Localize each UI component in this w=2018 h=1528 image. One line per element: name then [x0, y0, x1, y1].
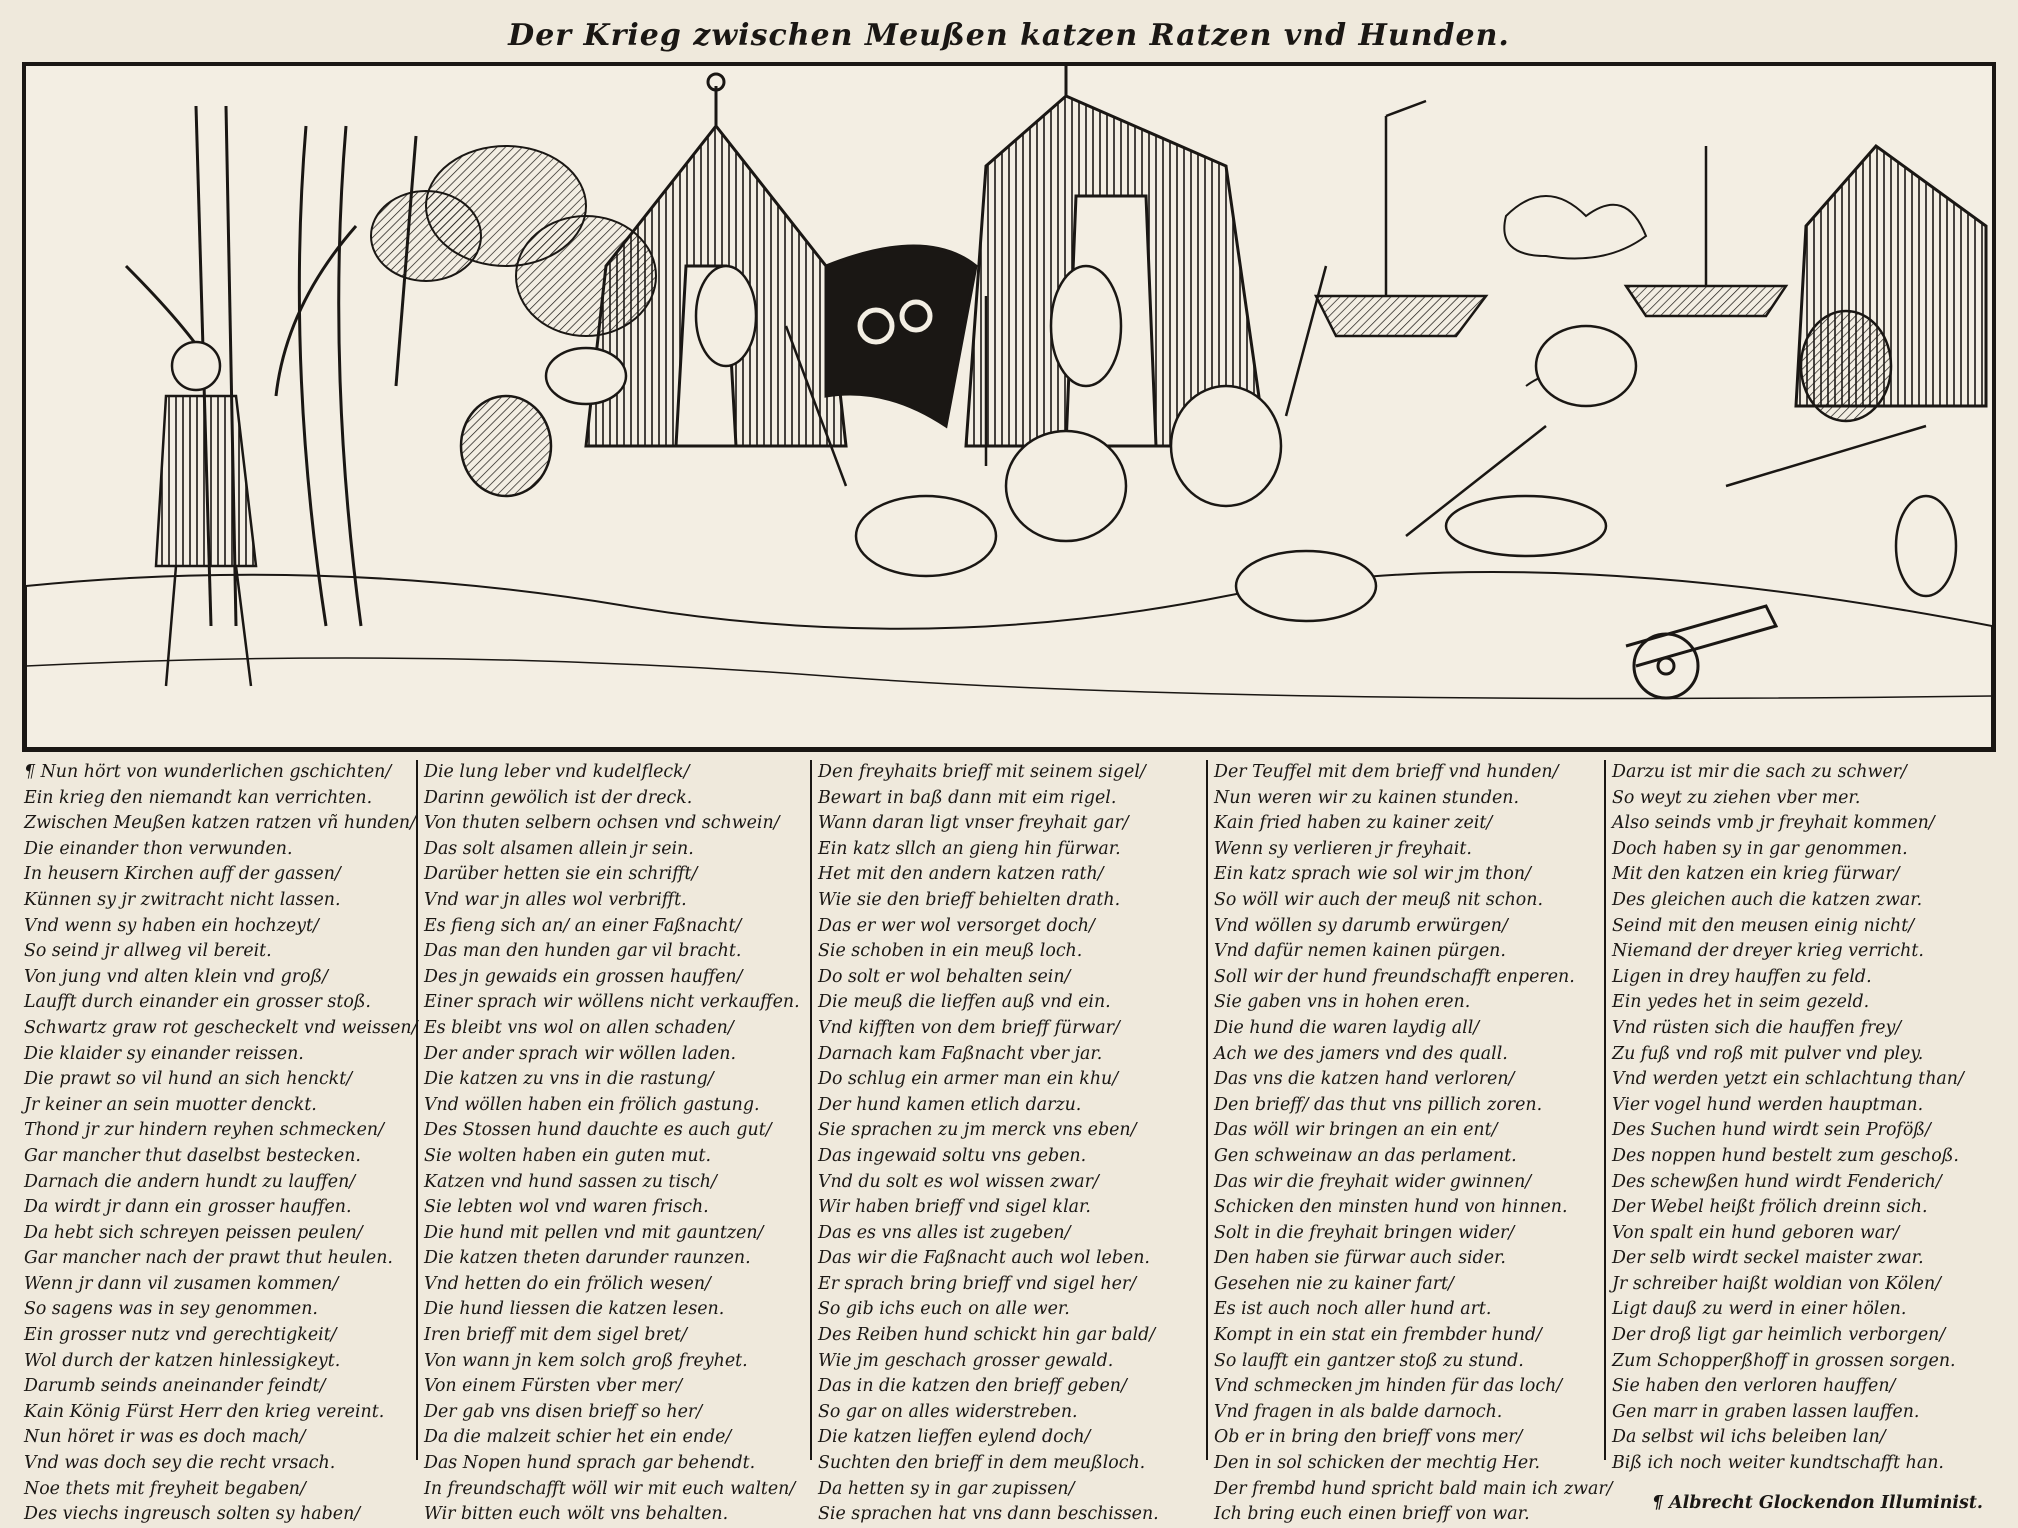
tent-left-icon: [586, 74, 846, 446]
poem-line: Vier vogel hund werden hauptman.: [1612, 1094, 1924, 1115]
poem-line: So laufft ein gantzer stoß zu stund.: [1214, 1350, 1524, 1371]
poem-line: Mit den katzen ein krieg fürwar/: [1612, 864, 1900, 885]
poem-line: Es bleibt vns wol on allen schaden/: [424, 1017, 734, 1038]
poem-line: Jr schreiber haißt woldian von Kölen/: [1612, 1273, 1942, 1294]
poem-line: Wie sie den brieff behielten drath.: [818, 889, 1121, 910]
poem-line: So weyt zu ziehen vber mer.: [1612, 787, 1861, 808]
poem-line: Die hund die waren laydig all/: [1214, 1017, 1480, 1038]
poem-column-4: [1206, 760, 1613, 1525]
poem-line: Von thuten selbern ochsen vnd schwein/: [424, 813, 780, 834]
poem-line: Des Stossen hund dauchte es auch gut/: [424, 1120, 772, 1141]
poem-line: Das in die katzen den brieff geben/: [818, 1376, 1127, 1397]
poem-line: Die klaider sy einander reissen.: [24, 1043, 304, 1064]
poem-line: Das wir die freyhait wider gwinnen/: [1214, 1171, 1532, 1192]
poem-line: Von wann jn kem solch groß freyhet.: [424, 1350, 748, 1371]
poem-line: Da hetten sy in gar zupissen/: [818, 1478, 1075, 1499]
poem-line: In freundschafft wöll wir mit euch walten/: [424, 1478, 796, 1499]
poem-line: Das wöll wir bringen an ein ent/: [1214, 1120, 1498, 1141]
poem-line: Der Teuffel mit dem brieff vnd hunden/: [1214, 762, 1559, 782]
poem-line: Noe thets mit freyheit begaben/: [24, 1478, 306, 1499]
poem-columns: [24, 760, 1994, 1525]
poem-line: Ligen in drey hauffen zu feld.: [1612, 966, 1872, 987]
poem-line: Die einander thon verwunden.: [24, 838, 293, 859]
poem-line: Doch haben sy in gar genommen.: [1612, 838, 1908, 859]
poem-column-3: [810, 760, 1200, 1525]
poem-line: Der selb wirdt seckel maister zwar.: [1612, 1248, 1924, 1269]
poem-line: Sie gaben vns in hohen eren.: [1214, 992, 1471, 1013]
ship-icon: [1316, 101, 1786, 336]
poem-line: Wie jm geschach grosser gewald.: [818, 1350, 1114, 1371]
poem-line: Die prawt so vil hund an sich henckt/: [24, 1069, 353, 1090]
poem-line: Der gab vns disen brieff so her/: [424, 1401, 703, 1422]
poem-line: Das solt alsamen allein jr sein.: [424, 838, 694, 859]
poem-line: Biß ich noch weiter kundtschafft han.: [1612, 1453, 1944, 1474]
poem-line: Vnd fragen in als balde darnoch.: [1214, 1401, 1503, 1422]
poem-line: Sie wolten haben ein guten mut.: [424, 1145, 712, 1166]
poem-line: Ein krieg den niemandt kan verrichten.: [24, 787, 373, 808]
poem-line: Vnd was doch sey die recht vrsach.: [24, 1453, 336, 1474]
poem-line: Vnd dafür nemen kainen pürgen.: [1214, 941, 1506, 962]
poem-line: Die hund mit pellen vnd mit gauntzen/: [424, 1222, 764, 1243]
poem-line: Sie lebten wol vnd waren frisch.: [424, 1197, 709, 1218]
poem-line: Gen marr in graben lassen lauffen.: [1612, 1401, 1920, 1422]
poem-line: Wir bitten euch wölt vns behalten.: [424, 1504, 729, 1525]
poem-line: Vnd schmecken jm hinden für das loch/: [1214, 1376, 1563, 1397]
poem-line: Der hund kamen etlich darzu.: [818, 1094, 1082, 1115]
poem-column-2: [416, 760, 802, 1525]
poem-line: Wenn jr dann vil zusamen kommen/: [24, 1273, 339, 1294]
poem-line: Darüber hetten sie ein schrifft/: [424, 864, 698, 885]
poem-line: Künnen sy jr zwitracht nicht lassen.: [24, 889, 341, 910]
poem-line: Nun weren wir zu kainen stunden.: [1214, 787, 1519, 808]
poem-line: Vnd rüsten sich die hauffen frey/: [1612, 1017, 1902, 1038]
poem-line: Darnach kam Faßnacht vber jar.: [818, 1043, 1103, 1064]
poem-line: Gesehen nie zu kainer fart/: [1214, 1273, 1454, 1294]
poem-line: Kain fried haben zu kainer zeit/: [1214, 813, 1493, 834]
poem-line: Der frembd hund spricht bald main ich zwar/: [1214, 1478, 1613, 1499]
poem-line: Suchten den brieff in dem meußloch.: [818, 1453, 1146, 1474]
poem-line: Het mit den andern katzen rath/: [818, 864, 1104, 885]
poem-line: Von einem Fürsten vber mer/: [424, 1376, 683, 1397]
poem-line: Einer sprach wir wöllens nicht verkauffen.: [424, 992, 800, 1013]
poem-line: Thond jr zur hindern reyhen schmecken/: [24, 1120, 384, 1141]
poem-line: Die katzen lieffen eylend doch/: [818, 1427, 1091, 1448]
poem-line: Das er wer wol versorget doch/: [818, 915, 1095, 936]
poem-line: Das Nopen hund sprach gar behendt.: [424, 1453, 756, 1474]
poem-line: So seind jr allweg vil bereit.: [24, 941, 272, 962]
poem-line: Der Webel heißt frölich dreinn sich.: [1612, 1197, 1928, 1218]
poem-line: Vnd kifften von dem brieff fürwar/: [818, 1017, 1120, 1038]
poem-line: Schicken den minsten hund von hinnen.: [1214, 1197, 1568, 1218]
poem-line: Vnd war jn alles wol verbrifft.: [424, 889, 687, 910]
poem-line: Die meuß die lieffen auß vnd ein.: [818, 992, 1111, 1013]
poem-line: Ein katz sllch an gieng hin fürwar.: [818, 838, 1121, 859]
poem-line: Darzu ist mir die sach zu schwer/: [1612, 762, 1907, 782]
poem-line: ¶ Nun hört von wunderlichen gschichten/: [24, 762, 392, 782]
poem-line: Das ingewaid soltu vns geben.: [818, 1145, 1087, 1166]
poem-line: Den haben sie fürwar auch sider.: [1214, 1248, 1506, 1269]
poem-line: Des schewßen hund wirdt Fenderich/: [1612, 1171, 1942, 1192]
poem-line: Ach we des jamers vnd des quall.: [1214, 1043, 1508, 1064]
author-signature: ¶ Albrecht Glockendon Illuminist.: [1652, 1492, 1983, 1513]
poem-line: Wenn sy verlieren jr freyhait.: [1214, 838, 1472, 859]
poem-line: Wir haben brieff vnd sigel klar.: [818, 1197, 1091, 1218]
poem-line: Des viechs ingreusch solten sy haben/: [24, 1504, 361, 1525]
poem-line: Vnd hetten do ein frölich wesen/: [424, 1273, 711, 1294]
poem-line: Iren brieff mit dem sigel bret/: [424, 1325, 687, 1346]
poem-line: Das vns die katzen hand verloren/: [1214, 1069, 1515, 1090]
poem-line: So sagens was in sey genommen.: [24, 1299, 318, 1320]
poem-line: Vnd wöllen haben ein frölich gastung.: [424, 1094, 760, 1115]
poem-line: Des Reiben hund schickt hin gar bald/: [818, 1325, 1156, 1346]
poem-line: Den brieff/ das thut vns pillich zoren.: [1214, 1094, 1543, 1115]
poem-line: Ein yedes het in seim gezeld.: [1612, 992, 1870, 1013]
poem-line: So gar on alles widerstreben.: [818, 1401, 1078, 1422]
banner-icon: [826, 246, 976, 426]
poem-line: Des Suchen hund wirdt sein Proföß/: [1612, 1120, 1931, 1141]
poem-line: Darumb seinds aneinander feindt/: [24, 1376, 326, 1397]
poem-line: Es fieng sich an/ an einer Faßnacht/: [424, 915, 742, 936]
poem-line: Die hund liessen die katzen lesen.: [424, 1299, 725, 1320]
poem-line: Wol durch der katzen hinlessigkeyt.: [24, 1350, 341, 1371]
poem-column-1: [24, 760, 418, 1525]
poem-line: Ein grosser nutz vnd gerechtigkeit/: [24, 1325, 337, 1346]
poem-line: Er sprach bring brieff vnd sigel her/: [818, 1273, 1137, 1294]
poem-line: Katzen vnd hund sassen zu tisch/: [424, 1171, 717, 1192]
poem-line: Ligt dauß zu werd in einer hölen.: [1612, 1299, 1907, 1320]
poem-line: Sie schoben in ein meuß loch.: [818, 941, 1083, 962]
poem-line: Zwischen Meußen katzen ratzen vñ hunden/: [24, 813, 416, 834]
poem-line: Das man den hunden gar vil bracht.: [424, 941, 742, 962]
poem-line: Vnd du solt es wol wissen zwar/: [818, 1171, 1099, 1192]
poem-line: Kain König Fürst Herr den krieg vereint.: [24, 1401, 385, 1422]
poem-line: Die lung leber vnd kudelfleck/: [424, 762, 690, 782]
poem-line: Da hebt sich schreyen peissen peulen/: [24, 1222, 363, 1243]
poem-line: Darnach die andern hundt zu lauffen/: [24, 1171, 356, 1192]
poem-column-5: [1604, 760, 1994, 1513]
poem-line: Ein katz sprach wie sol wir jm thon/: [1214, 864, 1531, 885]
poem-line: Sie sprachen zu jm merck vns eben/: [818, 1120, 1137, 1141]
page-title: Der Krieg zwischen Meußen katzen Ratzen vnd Hunden.: [508, 18, 1510, 53]
poem-line: Von spalt ein hund geboren war/: [1612, 1222, 1900, 1243]
poem-line: Da selbst wil ichs beleiben lan/: [1612, 1427, 1886, 1448]
poem-line: Die katzen zu vns in die rastung/: [424, 1069, 714, 1090]
poem-line: Solt in die freyhait bringen wider/: [1214, 1222, 1515, 1243]
poem-line: Sie sprachen hat vns dann beschissen.: [818, 1504, 1159, 1525]
poem-line: Bewart in baß dann mit eim rigel.: [818, 787, 1117, 808]
poem-line: Das es vns alles ist zugeben/: [818, 1222, 1071, 1243]
poem-line: Des jn gewaids ein grossen hauffen/: [424, 966, 743, 987]
poem-line: Darinn gewölich ist der dreck.: [424, 787, 693, 808]
poem-line: Vnd wenn sy haben ein hochzeyt/: [24, 915, 319, 936]
poem-line: Das wir die Faßnacht auch wol leben.: [818, 1248, 1150, 1269]
poem-line: Do solt er wol behalten sein/: [818, 966, 1071, 987]
poem-line: Niemand der dreyer krieg verricht.: [1612, 941, 1924, 962]
woodcut-illustration: [22, 62, 1996, 752]
poem-line: Seind mit den meusen einig nicht/: [1612, 915, 1915, 936]
poem-line: Den freyhaits brieff mit seinem sigel/: [818, 762, 1146, 782]
poem-line: Gen schweinaw an das perlament.: [1214, 1145, 1517, 1166]
poem-line: Ob er in bring den brieff vons mer/: [1214, 1427, 1523, 1448]
poem-line: Kompt in ein stat ein frembder hund/: [1214, 1325, 1542, 1346]
poem-line: Der ander sprach wir wöllen laden.: [424, 1043, 736, 1064]
poem-line: Zu fuß vnd roß mit pulver vnd pley.: [1612, 1043, 1924, 1064]
poem-line: Vnd wöllen sy darumb erwürgen/: [1214, 915, 1508, 936]
poem-line: Des gleichen auch die katzen zwar.: [1612, 889, 1923, 910]
poem-line: So gib ichs euch on alle wer.: [818, 1299, 1070, 1320]
poem-line: Gar mancher thut daselbst bestecken.: [24, 1145, 361, 1166]
poem-line: Gar mancher nach der prawt thut heulen.: [24, 1248, 393, 1269]
poem-line: Vnd werden yetzt ein schlachtung than/: [1612, 1069, 1964, 1090]
poem-line: Den in sol schicken der mechtig Her.: [1214, 1453, 1541, 1474]
poem-line: Sie haben den verloren hauffen/: [1612, 1376, 1896, 1397]
poem-line: Ich bring euch einen brieff von war.: [1214, 1504, 1530, 1525]
poem-line: Da die malzeit schier het ein ende/: [424, 1427, 732, 1448]
poem-line: Do schlug ein armer man ein khu/: [818, 1069, 1119, 1090]
poem-line: Nun höret ir was es doch mach/: [24, 1427, 306, 1448]
poem-line: Laufft durch einander ein grosser stoß.: [24, 992, 371, 1013]
poem-line: Soll wir der hund freundschafft enperen.: [1214, 966, 1575, 987]
poem-line: In heusern Kirchen auff der gassen/: [24, 864, 341, 885]
poem-line: Jr keiner an sein muotter denckt.: [24, 1094, 317, 1115]
poem-line: Schwartz graw rot gescheckelt vnd weissen/: [24, 1017, 418, 1038]
poem-line: Wann daran ligt vnser freyhait gar/: [818, 813, 1129, 834]
poem-line: Zum Schopperßhoff in grossen sorgen.: [1612, 1350, 1956, 1371]
poem-line: Der droß ligt gar heimlich verborgen/: [1612, 1325, 1946, 1346]
woodcut-battle-scene-icon: [26, 66, 1992, 748]
poem-line: Also seinds vmb jr freyhait kommen/: [1612, 813, 1935, 834]
poem-line: Die katzen theten darunder raunzen.: [424, 1248, 751, 1269]
poem-line: Es ist auch noch aller hund art.: [1214, 1299, 1492, 1320]
poem-line: So wöll wir auch der meuß nit schon.: [1214, 889, 1543, 910]
poem-line: Da wirdt jr dann ein grosser hauffen.: [24, 1197, 352, 1218]
poem-line: Von jung vnd alten klein vnd groß/: [24, 966, 328, 987]
poem-line: Des noppen hund bestelt zum geschoß.: [1612, 1145, 1959, 1166]
